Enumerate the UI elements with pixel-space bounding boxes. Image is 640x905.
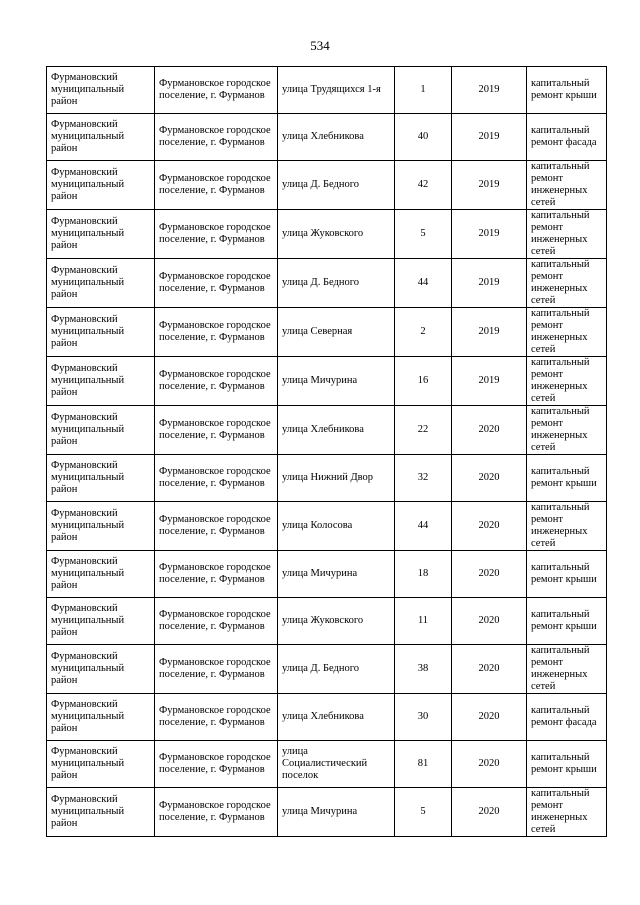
settlement-cell: Фурмановское городское поселение, г. Фурманов <box>155 67 278 114</box>
house-number-cell: 11 <box>395 598 452 645</box>
year-cell: 2020 <box>452 788 527 837</box>
house-number-cell: 18 <box>395 551 452 598</box>
year-cell: 2020 <box>452 455 527 502</box>
work-type-cell: капитальный ремонт инженерных сетей <box>527 308 607 357</box>
house-number-cell: 2 <box>395 308 452 357</box>
house-number-cell: 1 <box>395 67 452 114</box>
settlement-cell: Фурмановское городское поселение, г. Фурманов <box>155 455 278 502</box>
year-cell: 2019 <box>452 161 527 210</box>
street-cell: улица Мичурина <box>278 551 395 598</box>
district-cell: Фурмановский муниципальный район <box>47 694 155 741</box>
street-cell: улица Д. Бедного <box>278 645 395 694</box>
year-cell: 2020 <box>452 406 527 455</box>
table-body <box>47 67 607 837</box>
street-cell: улица Хлебникова <box>278 694 395 741</box>
year-cell: 2019 <box>452 114 527 161</box>
district-cell: Фурмановский муниципальный район <box>47 598 155 645</box>
table-row <box>47 788 607 837</box>
district-cell: Фурмановский муниципальный район <box>47 788 155 837</box>
settlement-cell: Фурмановское городское поселение, г. Фурманов <box>155 598 278 645</box>
settlement-cell: Фурмановское городское поселение, г. Фурманов <box>155 357 278 406</box>
settlement-cell: Фурмановское городское поселение, г. Фурманов <box>155 406 278 455</box>
work-type-cell: капитальный ремонт крыши <box>527 551 607 598</box>
house-number-cell: 32 <box>395 455 452 502</box>
work-type-cell: капитальный ремонт инженерных сетей <box>527 161 607 210</box>
house-number-cell: 44 <box>395 502 452 551</box>
settlement-cell: Фурмановское городское поселение, г. Фурманов <box>155 645 278 694</box>
settlement-cell: Фурмановское городское поселение, г. Фурманов <box>155 788 278 837</box>
street-cell: улица Д. Бедного <box>278 161 395 210</box>
year-cell: 2019 <box>452 259 527 308</box>
district-cell: Фурмановский муниципальный район <box>47 406 155 455</box>
street-cell: улица Северная <box>278 308 395 357</box>
table-row <box>47 161 607 210</box>
table-row <box>47 645 607 694</box>
district-cell: Фурмановский муниципальный район <box>47 114 155 161</box>
house-number-cell: 16 <box>395 357 452 406</box>
house-number-cell: 38 <box>395 645 452 694</box>
house-number-cell: 42 <box>395 161 452 210</box>
street-cell: улица Мичурина <box>278 357 395 406</box>
table-row <box>47 741 607 788</box>
settlement-cell: Фурмановское городское поселение, г. Фурманов <box>155 551 278 598</box>
settlement-cell: Фурмановское городское поселение, г. Фурманов <box>155 741 278 788</box>
table-row <box>47 455 607 502</box>
work-type-cell: капитальный ремонт инженерных сетей <box>527 502 607 551</box>
year-cell: 2019 <box>452 210 527 259</box>
table-row <box>47 114 607 161</box>
house-number-cell: 44 <box>395 259 452 308</box>
district-cell: Фурмановский муниципальный район <box>47 502 155 551</box>
district-cell: Фурмановский муниципальный район <box>47 161 155 210</box>
page-number: 534 <box>310 38 330 53</box>
district-cell: Фурмановский муниципальный район <box>47 67 155 114</box>
work-type-cell: капитальный ремонт инженерных сетей <box>527 357 607 406</box>
district-cell: Фурмановский муниципальный район <box>47 259 155 308</box>
district-cell: Фурмановский муниципальный район <box>47 210 155 259</box>
work-type-cell: капитальный ремонт инженерных сетей <box>527 788 607 837</box>
work-type-cell: капитальный ремонт инженерных сетей <box>527 645 607 694</box>
year-cell: 2020 <box>452 598 527 645</box>
street-cell: улица Жуковского <box>278 598 395 645</box>
table-row <box>47 551 607 598</box>
district-cell: Фурмановский муниципальный район <box>47 741 155 788</box>
year-cell: 2020 <box>452 741 527 788</box>
settlement-cell: Фурмановское городское поселение, г. Фурманов <box>155 259 278 308</box>
settlement-cell: Фурмановское городское поселение, г. Фурманов <box>155 308 278 357</box>
house-number-cell: 81 <box>395 741 452 788</box>
table-row <box>47 259 607 308</box>
year-cell: 2020 <box>452 694 527 741</box>
year-cell: 2020 <box>452 551 527 598</box>
year-cell: 2019 <box>452 67 527 114</box>
street-cell: улица Трудящихся 1-я <box>278 67 395 114</box>
district-cell: Фурмановский муниципальный район <box>47 455 155 502</box>
year-cell: 2020 <box>452 502 527 551</box>
house-number-cell: 40 <box>395 114 452 161</box>
house-number-cell: 22 <box>395 406 452 455</box>
street-cell: улица Нижний Двор <box>278 455 395 502</box>
work-type-cell: капитальный ремонт крыши <box>527 598 607 645</box>
settlement-cell: Фурмановское городское поселение, г. Фурманов <box>155 210 278 259</box>
repair-schedule-table <box>46 66 607 837</box>
street-cell: улица Д. Бедного <box>278 259 395 308</box>
street-cell: улица Жуковского <box>278 210 395 259</box>
street-cell: улица Хлебникова <box>278 406 395 455</box>
settlement-cell: Фурмановское городское поселение, г. Фурманов <box>155 694 278 741</box>
work-type-cell: капитальный ремонт фасада <box>527 694 607 741</box>
district-cell: Фурмановский муниципальный район <box>47 357 155 406</box>
work-type-cell: капитальный ремонт крыши <box>527 455 607 502</box>
work-type-cell: капитальный ремонт инженерных сетей <box>527 259 607 308</box>
street-cell: улица Колосова <box>278 502 395 551</box>
work-type-cell: капитальный ремонт инженерных сетей <box>527 210 607 259</box>
district-cell: Фурмановский муниципальный район <box>47 551 155 598</box>
street-cell: улица Социалистический поселок <box>278 741 395 788</box>
settlement-cell: Фурмановское городское поселение, г. Фурманов <box>155 161 278 210</box>
street-cell: улица Мичурина <box>278 788 395 837</box>
year-cell: 2020 <box>452 645 527 694</box>
work-type-cell: капитальный ремонт фасада <box>527 114 607 161</box>
house-number-cell: 30 <box>395 694 452 741</box>
district-cell: Фурмановский муниципальный район <box>47 645 155 694</box>
district-cell: Фурмановский муниципальный район <box>47 308 155 357</box>
table-row <box>47 67 607 114</box>
table-row <box>47 308 607 357</box>
year-cell: 2019 <box>452 308 527 357</box>
table-row <box>47 598 607 645</box>
house-number-cell: 5 <box>395 788 452 837</box>
work-type-cell: капитальный ремонт инженерных сетей <box>527 406 607 455</box>
settlement-cell: Фурмановское городское поселение, г. Фурманов <box>155 114 278 161</box>
table-row <box>47 694 607 741</box>
table-row <box>47 210 607 259</box>
table-row <box>47 406 607 455</box>
table-row <box>47 502 607 551</box>
year-cell: 2019 <box>452 357 527 406</box>
work-type-cell: капитальный ремонт крыши <box>527 741 607 788</box>
settlement-cell: Фурмановское городское поселение, г. Фурманов <box>155 502 278 551</box>
house-number-cell: 5 <box>395 210 452 259</box>
table-row <box>47 357 607 406</box>
street-cell: улица Хлебникова <box>278 114 395 161</box>
work-type-cell: капитальный ремонт крыши <box>527 67 607 114</box>
